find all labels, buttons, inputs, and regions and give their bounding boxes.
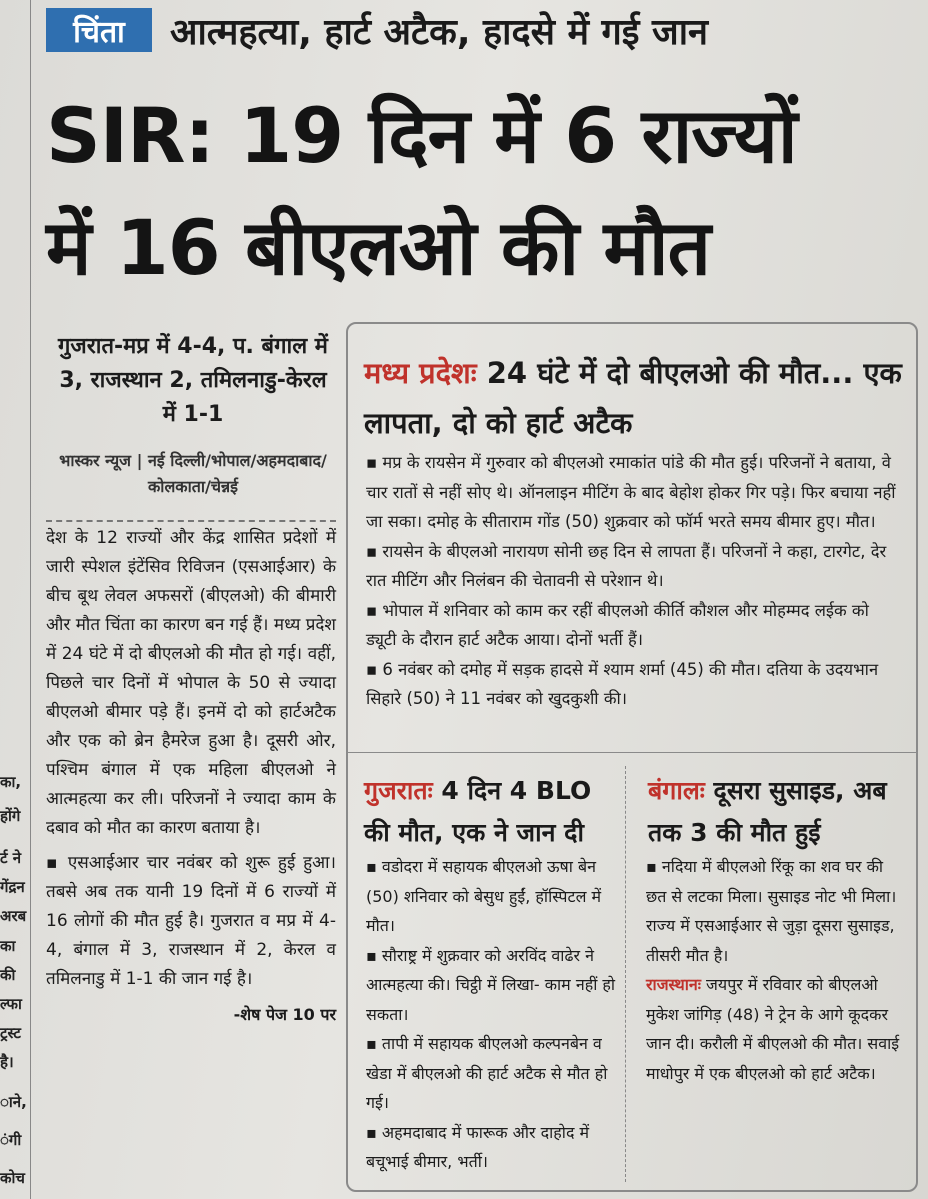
list-item: ▪ भोपाल में शनिवार को काम कर रहीं बीएलओ कीर्ति कौशल और मोहम्मद लईक को ड्यूटी के दौरान हार्ट अटैक आया। दोनों भर्ती हैं। xyxy=(366,600,869,649)
byline: भास्कर न्यूज | नई दिल्ली/भोपाल/अहमदाबाद/कोलकाता/चेन्नई xyxy=(59,451,327,496)
mp-heading-text: 24 घंटे में दो बीएलओ की मौत... एक लापता, दो को हार्ट अटैक xyxy=(364,356,902,440)
fragment: का, xyxy=(0,773,22,791)
fragment: है। xyxy=(0,1053,14,1071)
headline-line-1: SIR: 19 दिन में 6 राज्यों xyxy=(46,91,797,180)
fragment: र्ट ने xyxy=(0,849,22,867)
list-item: ▪ तापी में सहायक बीएलओ कल्पनबेन व खेडा में बीएलओ की हार्ट अटैक से मौत हो गई। xyxy=(366,1034,608,1112)
bengal-box-heading xyxy=(648,770,898,854)
headline-line-2: में 16 बीएलओ की मौत xyxy=(46,203,710,292)
fragment: ट्रस्ट xyxy=(0,1024,21,1042)
fragment: ंगी xyxy=(0,1131,22,1149)
divider xyxy=(346,752,918,753)
list-item: ▪ रायसेन के बीएलओ नारायण सोनी छह दिन से लापता हैं। परिजनों ने कहा, टारगेट, देर रात मीटिंग और निलंबन की चेतावनी से परेशान थे। xyxy=(366,541,887,590)
fragment: ल्फा xyxy=(0,995,22,1013)
bengal-heading-text: दूसरा सुसाइड, अब तक 3 की मौत हुई xyxy=(648,776,887,847)
adjacent-column-strip xyxy=(0,0,31,1199)
headline xyxy=(46,80,916,304)
list-item: ▪ अहमदाबाद में फारूक और दाहोद में बचूभाई बीमार, भर्ती। xyxy=(366,1122,590,1171)
rajasthan-text: जयपुर में रविवार को बीएलओ मुकेश जांगिड़ (48) ने ट्रेन के आगे कूदकर जान दी। करौली में बीएलओ की मौत। सवाई माधोपुर में एक बीएलओ को हार्ट अटैक। xyxy=(646,975,900,1083)
story-paragraph: ▪ एसआईआर चार नवंबर को शुरू हुई हुआ। तबसे अब तक यानी 19 दिनों में 6 राज्यों में 16 लोगों की मौत हुई है। गुजरात व मप्र में 4-4, बंगाल में 3, राजस्थान में 2, केरल व तमिलनाडु में 1-1 की जान गई है। xyxy=(46,853,336,989)
gujarat-box-body xyxy=(366,852,618,1177)
fragment: की xyxy=(0,966,16,984)
section-tag: चिंता xyxy=(46,8,152,52)
list-item: ▪ सौराष्ट्र में शुक्रवार को अरविंद वाढेर ने आत्महत्या की। चिट्ठी में लिखा- काम नहीं हो सकता। xyxy=(366,945,616,1024)
list-item: ▪ मप्र के रायसेन में गुरुवार को बीएलओ रमाकांत पांडे की मौत हुई। परिजनों ने बताया, वे चार रातों से नहीं सोए थे। ऑनलाइन मीटिंग के बाद बेहोश होकर गिर पड़े। फिर बचाया नहीं जा सका। दमोह के सीताराम गोंड (50) शुक्रवार को फॉर्म भरते समय बीमार हुए। मौत। xyxy=(366,453,896,531)
gujarat-label: गुजरातः xyxy=(364,776,433,805)
bengal-box-body xyxy=(646,852,902,1088)
bengal-text: ▪ नदिया में बीएलओ रिंकू का शव घर की छत से लटका मिला। सुसाइड नोट भी मिला। राज्य में एसआईआर से जुड़ा दूसरा सुसाइड, तीसरी मौत है। xyxy=(646,857,897,965)
subheadline: गुजरात-मप्र में 4-4, प. बंगाल में 3, राजस्थान 2, तमिलनाडु-केरल में 1-1 xyxy=(58,334,328,427)
mp-box-heading xyxy=(364,348,904,448)
list-item: ▪ वडोदरा में सहायक बीएलओ ऊषा बेन (50) शनिवार को बेसुध हुईं, हॉस्पिटल में मौत। xyxy=(366,857,602,935)
rajasthan-item xyxy=(646,970,902,1088)
fragment: कोच xyxy=(0,1169,25,1187)
fragment: का xyxy=(0,937,16,955)
divider xyxy=(625,766,626,1182)
rajasthan-label: राजस्थानः xyxy=(646,975,701,994)
fragment: होंगे xyxy=(0,807,21,825)
fragment: अरब xyxy=(0,907,27,925)
gujarat-heading-text: 4 दिन 4 BLO की मौत, एक ने जान दी xyxy=(364,776,592,847)
kicker-line: आत्महत्या, हार्ट अटैक, हादसे में गई जान xyxy=(170,12,709,53)
fragment: गेंद्रन xyxy=(0,878,25,896)
bengal-label: बंगालः xyxy=(648,776,705,805)
fragment: ाने, xyxy=(0,1093,27,1111)
list-item: ▪ 6 नवंबर को दमोह में सड़क हादसे में श्याम शर्मा (45) की मौत। दतिया के उदयभान सिहारे (50) ने 11 नवंबर को खुदकुशी की। xyxy=(366,659,879,708)
mp-label: मध्य प्रदेशः xyxy=(364,356,477,390)
mp-box-body xyxy=(366,448,902,714)
story-paragraph: देश के 12 राज्यों और केंद्र शासित प्रदेशों में जारी स्पेशल इंटेंसिव रिविजन (एसआईआर) के बीच बूथ लेवल अफसरों (बीएलओ) की बीमारी और मौत चिंता का कारण बन गई हैं। मध्य प्रदेश में 24 घंटे में दो बीएलओ की मौत हो गई। वहीं, पिछले चार दिनों में भोपाल के 50 से ज्यादा बीएलओ बीमार पड़े हैं। इनमें दो को हार्टअटैक और एक को ब्रेन हैमरेज हुआ है। दूसरी ओर, पश्चिम बंगाल में एक महिला बीएलओ ने आत्महत्या कर ली। परिजनों ने ज्यादा काम के दबाव को मौत का कारण बताया है। xyxy=(46,528,336,838)
gujarat-box-heading xyxy=(364,770,614,854)
main-story xyxy=(46,524,336,1029)
divider xyxy=(46,520,336,522)
continued-note: -शेष पेज 10 पर xyxy=(233,1005,336,1024)
